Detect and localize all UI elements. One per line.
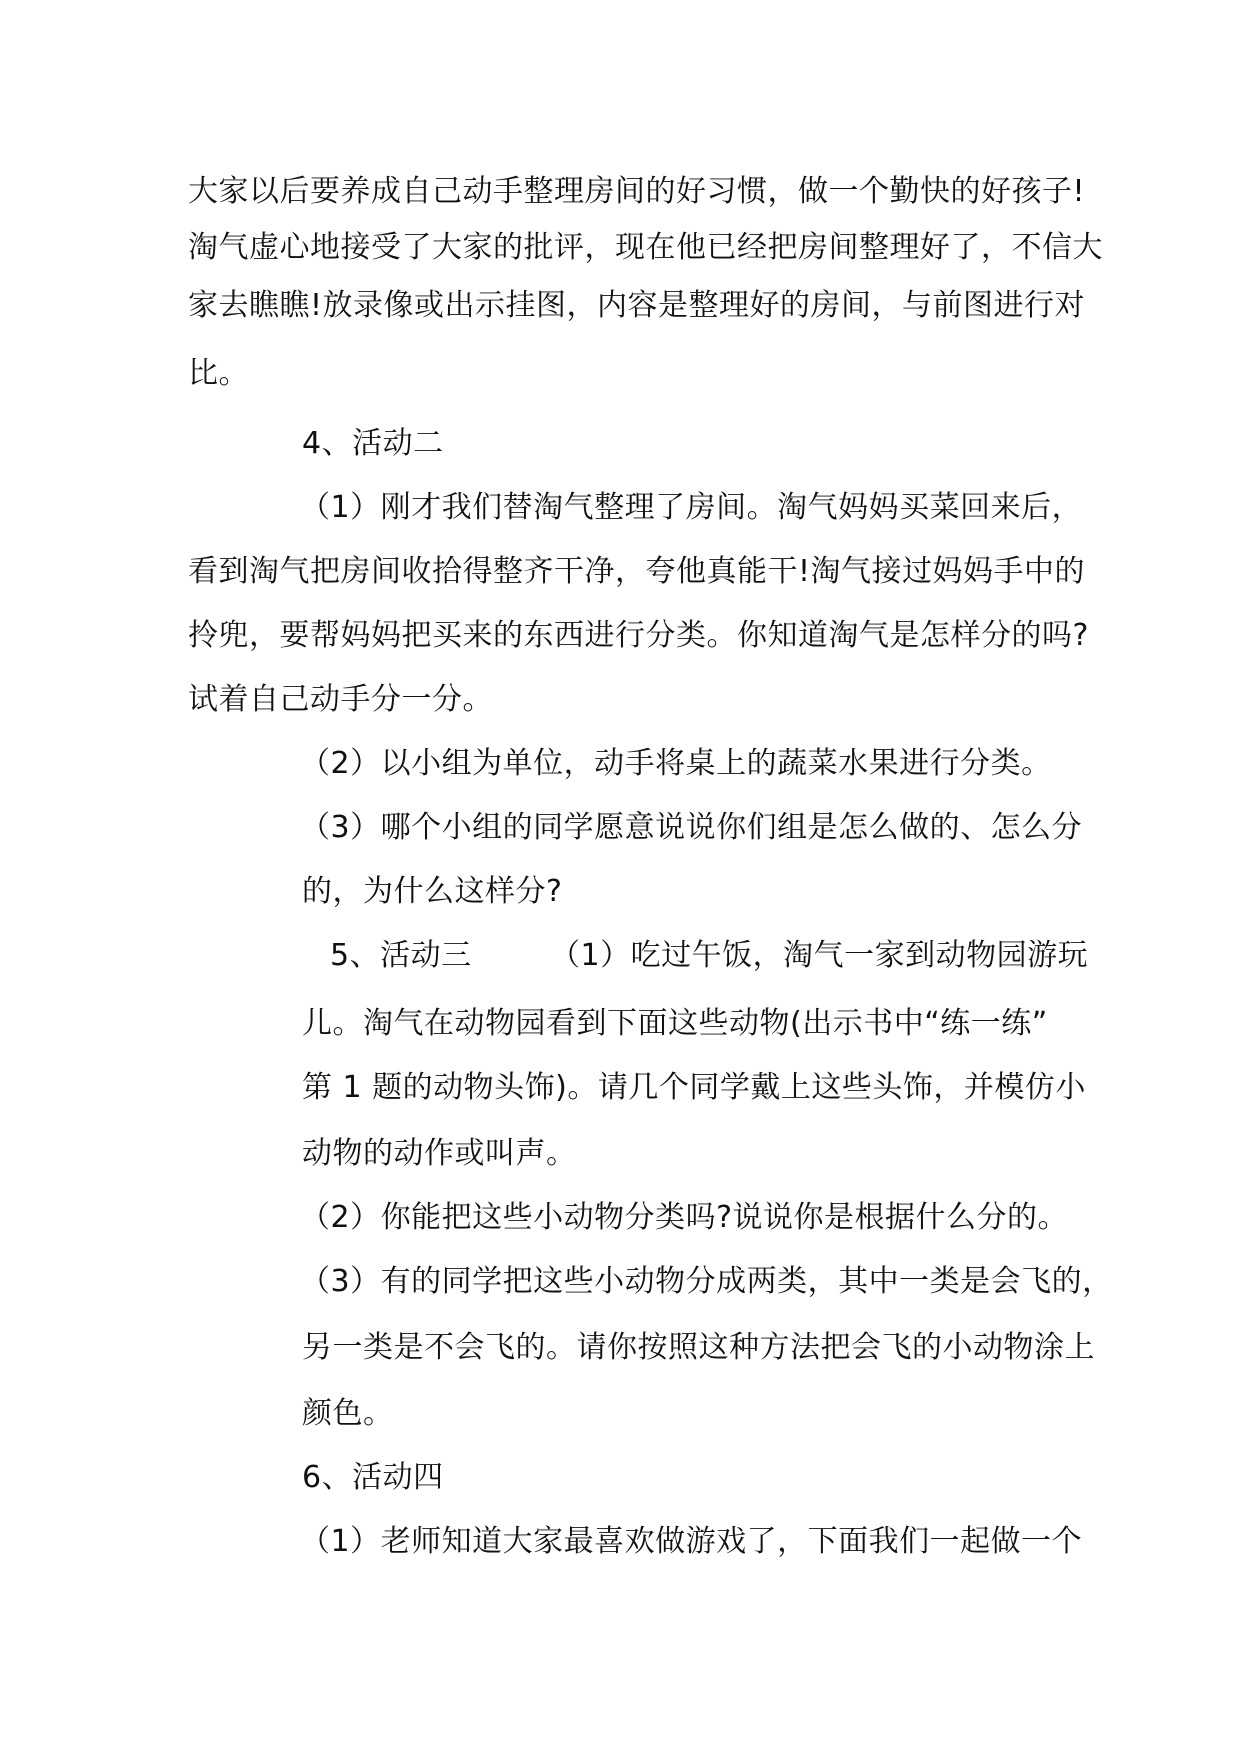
activity3-item3-line-2: 另一类是不会飞的。请你按照这种方法把会飞的小动物涂上 xyxy=(302,1330,1095,1365)
intro-line-2: 淘气虚心地接受了大家的批评，现在他已经把房间整理好了，不信大 xyxy=(188,230,1103,265)
activity2-item1-line-1: （1）刚才我们替淘气整理了房间。淘气妈妈买菜回来后， xyxy=(300,490,1083,525)
activity3-item1-line-2: 儿。淘气在动物园看到下面这些动物(出示书中“练一练” xyxy=(302,1006,1048,1041)
intro-line-3: 家去瞧瞧!放录像或出示挂图，内容是整理好的房间，与前图进行对 xyxy=(188,288,1086,323)
activity3-heading: 5、活动三 xyxy=(330,938,472,973)
activity2-item3-line-1: （3）哪个小组的同学愿意说说你们组是怎么做的、怎么分 xyxy=(300,810,1083,845)
intro-line-4: 比。 xyxy=(188,356,249,391)
activity3-item2: （2）你能把这些小动物分类吗?说说你是根据什么分的。 xyxy=(300,1200,1069,1235)
activity3-item1-line-1: （1）吃过午饭，淘气一家到动物园游玩 xyxy=(550,938,1089,973)
activity3-item1-line-4: 动物的动作或叫声。 xyxy=(302,1136,577,1171)
activity2-item1-line-2: 看到淘气把房间收拾得整齐干净，夸他真能干!淘气接过妈妈手中的 xyxy=(188,554,1086,589)
activity2-item1-line-4: 试着自己动手分一分。 xyxy=(188,682,493,717)
activity3-item3-line-1: （3）有的同学把这些小动物分成两类，其中一类是会飞的， xyxy=(300,1264,1113,1299)
activity2-item3-line-2: 的，为什么这样分? xyxy=(302,874,563,909)
activity4-heading: 6、活动四 xyxy=(302,1460,444,1495)
activity3-item1-line-3: 第 1 题的动物头饰)。请几个同学戴上这些头饰，并模仿小 xyxy=(302,1070,1086,1105)
activity4-item1: （1）老师知道大家最喜欢做游戏了，下面我们一起做一个 xyxy=(300,1524,1083,1559)
activity2-item2: （2）以小组为单位，动手将桌上的蔬菜水果进行分类。 xyxy=(300,746,1052,781)
activity3-first-line xyxy=(330,936,1088,976)
activity3-item3-line-3: 颜色。 xyxy=(302,1396,394,1431)
activity2-item1-line-3: 拎兜，要帮妈妈把买来的东西进行分类。你知道淘气是怎样分的吗? xyxy=(188,618,1089,653)
activity2-heading: 4、活动二 xyxy=(302,426,444,461)
intro-line-1: 大家以后要养成自己动手整理房间的好习惯，做一个勤快的好孩子! xyxy=(188,174,1086,209)
